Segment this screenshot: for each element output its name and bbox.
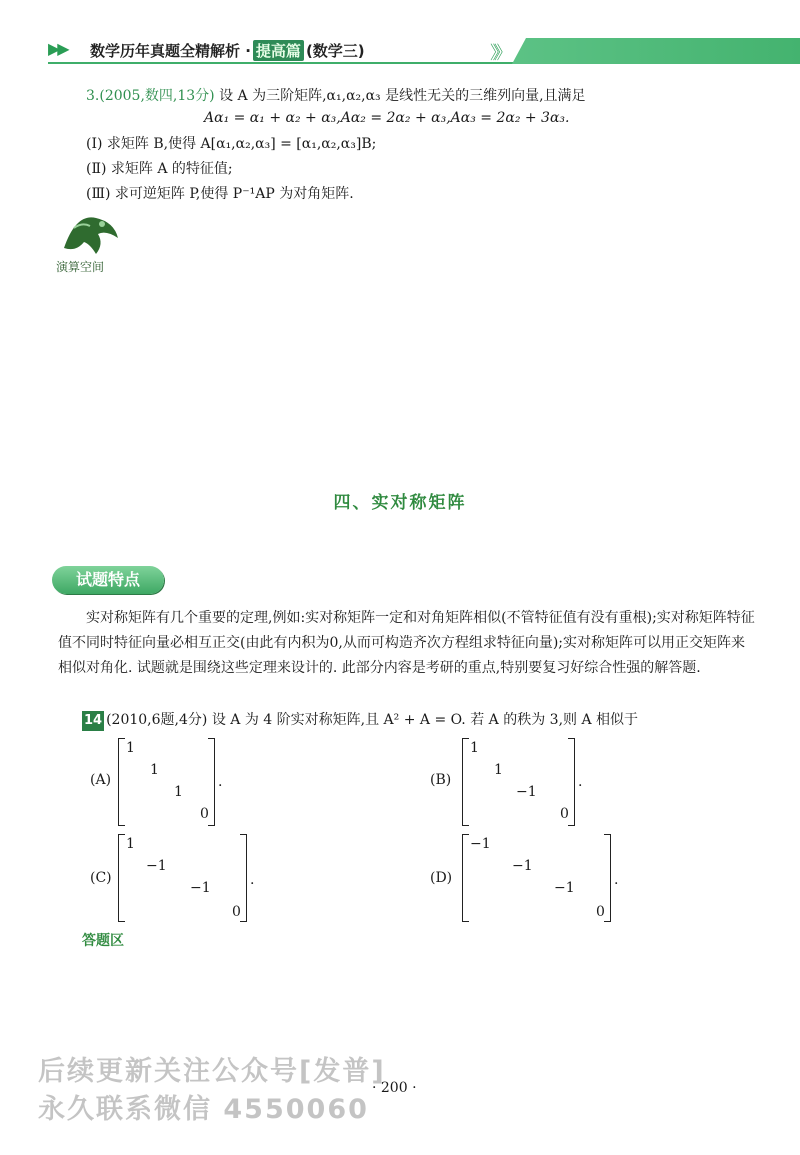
matrix-entry: 0 xyxy=(232,904,241,920)
option-c xyxy=(90,834,350,922)
option-label: (A) xyxy=(90,772,112,788)
book-title xyxy=(90,40,365,61)
section-title: 四、实对称矩阵 xyxy=(333,493,467,513)
option-period: . xyxy=(578,774,583,790)
question-14-source: (2010,6题,4分) xyxy=(106,712,208,728)
option-period: . xyxy=(250,872,255,888)
matrix-right-bracket xyxy=(208,738,215,826)
problem-3-part-1: (Ⅰ) 求矩阵 B,使得 A[α₁,α₂,α₃] = [α₁,α₂,α₃]B; xyxy=(86,136,377,152)
page-header xyxy=(0,38,800,64)
problem-3-number: 3. xyxy=(86,88,100,104)
problem-3-part-3: (Ⅲ) 求可逆矩阵 P,使得 P⁻¹AP 为对角矩阵. xyxy=(86,186,354,202)
watermark-line-1: 后续更新关注公众号[发普] xyxy=(38,1056,386,1087)
header-green-band xyxy=(512,38,800,64)
matrix-entry: 1 xyxy=(126,740,135,756)
matrix-left-bracket xyxy=(462,834,469,922)
matrix-entry: −1 xyxy=(146,858,167,874)
question-14-text: 设 A 为 4 阶实对称矩阵,且 A² + A = O. 若 A 的秩为 3,则 A 相似于 xyxy=(211,712,639,728)
watermark-line-2: 永久联系微信 4550060 xyxy=(38,1094,369,1125)
matrix-entry: −1 xyxy=(470,836,491,852)
workspace-label: 演算空间 xyxy=(56,260,105,274)
option-a xyxy=(90,738,350,826)
option-b xyxy=(430,738,690,826)
matrix-entry: −1 xyxy=(554,880,575,896)
problem-3-text: 设 A 为三阶矩阵,α₁,α₂,α₃ 是线性无关的三维列向量,且满足 xyxy=(219,88,586,104)
problem-3-stem xyxy=(86,86,586,106)
matrix-left-bracket xyxy=(118,834,125,922)
book-level-badge: 提高篇 xyxy=(253,40,304,61)
matrix-entry: −1 xyxy=(512,858,533,874)
matrix-entry: 0 xyxy=(560,806,569,822)
play-arrows-icon: ▶▶ xyxy=(48,39,67,58)
book-title-prefix: 数学历年真题全精解析 · xyxy=(90,42,251,60)
answer-area-label: 答题区 xyxy=(82,933,124,949)
matrix-right-bracket xyxy=(240,834,247,922)
feature-paragraph: 实对称矩阵有几个重要的定理,例如:实对称矩阵一定和对角矩阵相似(不管特征值有没有重根);实对称矩阵特征值不同时特征向量必相互正交(由此有内积为0,从而可构造齐次方程组求特征向量);实对称矩阵可以用正交矩阵来相似对角化. 试题就是围绕这些定理来设计的. 此部分内容是考研的重点,特别要复习好综合性强的解答题. xyxy=(58,610,755,676)
matrix-right-bracket xyxy=(604,834,611,922)
matrix-entry: 1 xyxy=(470,740,479,756)
matrix-entry: 1 xyxy=(150,762,159,778)
matrix-entry: 0 xyxy=(596,904,605,920)
page-number: · 200 · xyxy=(372,1080,417,1096)
matrix-entry: −1 xyxy=(516,784,537,800)
problem-3-part-2: (Ⅱ) 求矩阵 A 的特征值; xyxy=(86,161,233,177)
matrix-left-bracket xyxy=(118,738,125,826)
problem-3-equation: Aα₁ = α₁ + α₂ + α₃,Aα₂ = 2α₂ + α₃,Aα₃ = 2α₂ + 3α₃. xyxy=(204,110,570,126)
matrix-entry: 1 xyxy=(174,784,183,800)
question-14-number: 14 xyxy=(82,711,104,731)
workspace-figure-icon xyxy=(56,208,126,258)
matrix-entry: 1 xyxy=(126,836,135,852)
option-label: (D) xyxy=(430,870,453,886)
header-rule xyxy=(48,62,518,64)
matrix-left-bracket xyxy=(462,738,469,826)
option-period: . xyxy=(218,774,223,790)
watermark xyxy=(38,1053,386,1129)
option-d xyxy=(430,834,690,922)
matrix-entry: 0 xyxy=(200,806,209,822)
feature-tag: 试题特点 xyxy=(52,566,164,594)
option-label: (C) xyxy=(90,870,112,886)
book-title-suffix: (数学三) xyxy=(305,42,365,60)
chevron-right-icon: 》》 xyxy=(490,43,507,64)
matrix-entry: −1 xyxy=(190,880,211,896)
option-label: (B) xyxy=(430,772,452,788)
option-period: . xyxy=(614,872,619,888)
workspace-stamp xyxy=(56,208,126,280)
matrix-right-bracket xyxy=(568,738,575,826)
problem-3-source: (2005,数四,13分) xyxy=(99,88,215,104)
matrix-entry: 1 xyxy=(494,762,503,778)
question-14-stem xyxy=(82,710,638,731)
